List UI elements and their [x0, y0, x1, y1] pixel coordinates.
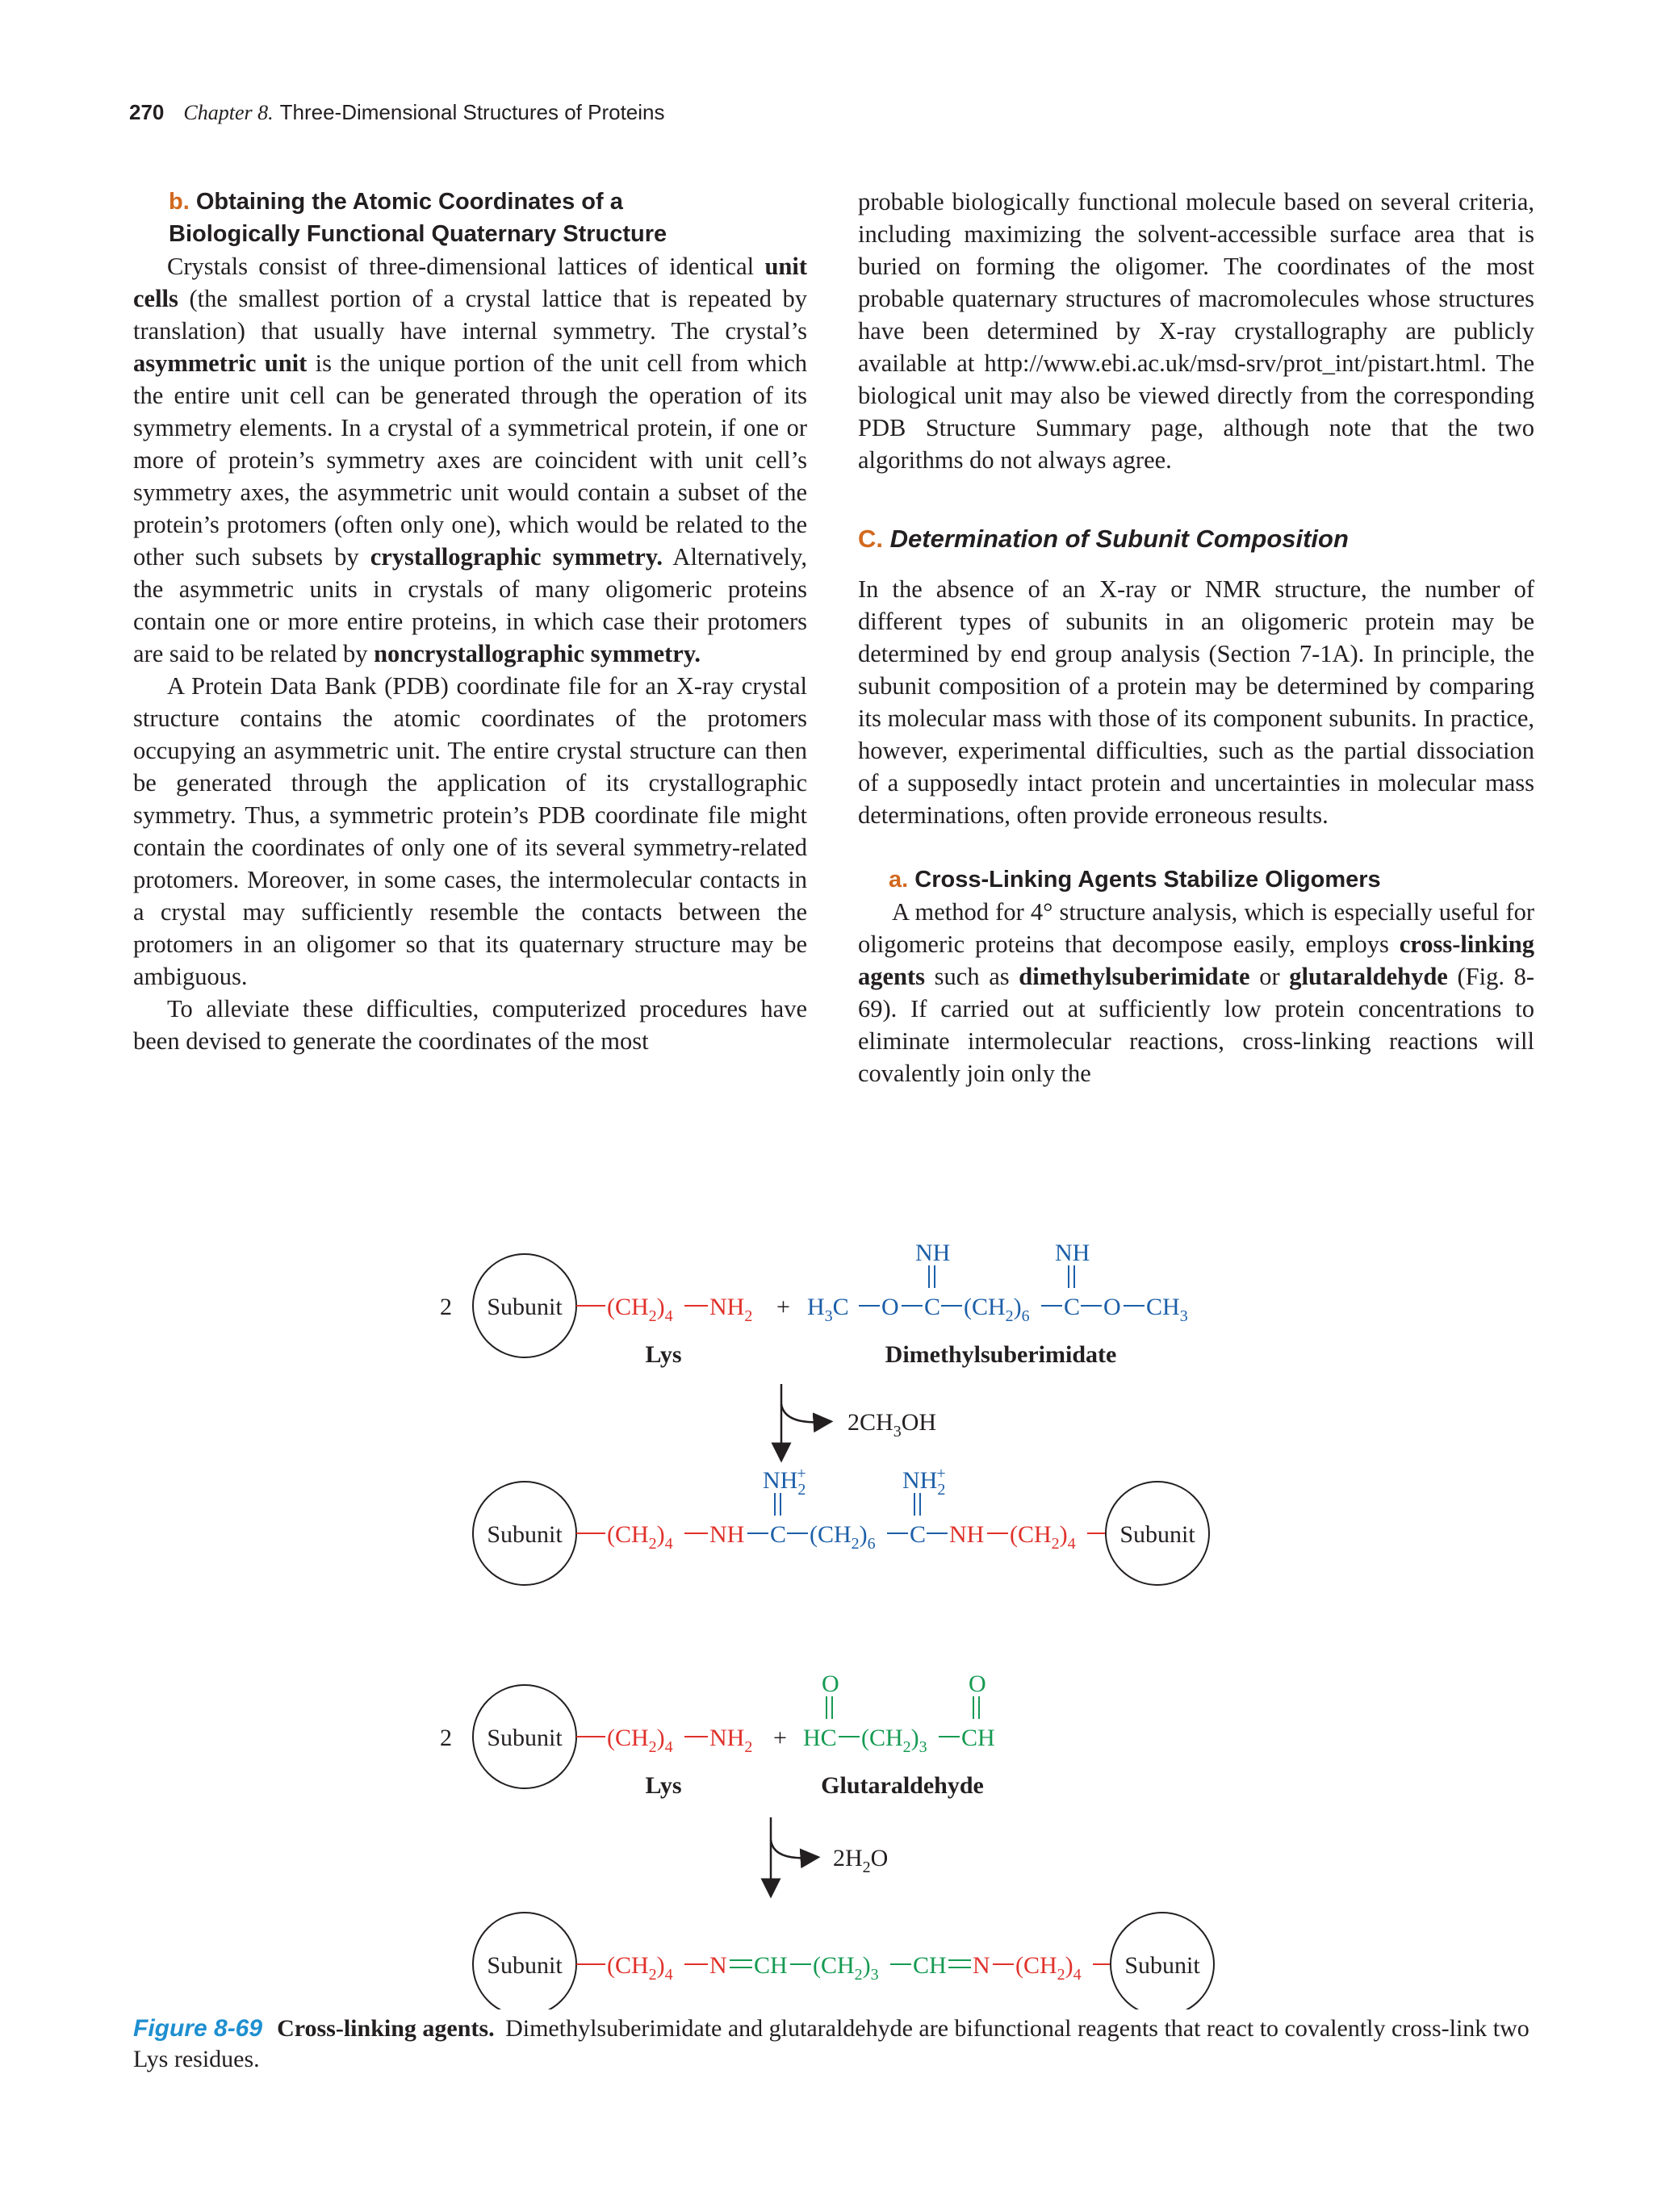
glutaraldehyde: [803, 1670, 995, 1756]
svg-text:C: C: [770, 1521, 787, 1548]
svg-text:CH: CH: [913, 1952, 947, 1979]
svg-text:C: C: [924, 1294, 941, 1320]
page-number: 270: [129, 100, 165, 124]
svg-text:NH: NH: [949, 1521, 985, 1548]
paragraph: probable biologically functional molecule based on several criteria, including maximizing the solvent-accessible surface area that is buried on forming the oligomer. The coordinates of the most probable quaternary structures of macromolecules whose structures have been determined by X-ray crystallography are publicly available at http://www.ebi.ac.uk/msd-srv/prot_int/pistart.html. The biological unit may also be viewed directly from the corresponding PDB Structure Summary page, although note that the two algorithms do not always agree.: [858, 188, 1534, 474]
svg-text:O: O: [822, 1670, 839, 1697]
lys-label: Lys: [645, 1341, 682, 1368]
svg-text:(CH2)4: $(CH_2)_4$: [607, 1725, 673, 1756]
subsection-heading-b: b. Obtaining the Atomic Coordinates of a Biologically Functional Quaternary Structure: [169, 189, 667, 247]
svg-text:N: N: [709, 1952, 727, 1979]
svg-text:C: C: [1064, 1294, 1081, 1320]
coefficient: 2: [440, 1294, 452, 1320]
svg-text:NH2: $NH_2$: [709, 1294, 753, 1325]
left-column: [133, 186, 807, 1057]
chapter-label: Chapter 8.: [183, 101, 274, 124]
svg-text:NH2: $NH_2$: [709, 1725, 753, 1756]
svg-text:(CH2)4: $(CH_2)_4$: [607, 1952, 673, 1984]
svg-text:H3C: $H_3C$: [807, 1294, 849, 1325]
right-column: [858, 186, 1534, 1089]
reaction-2-reactants: [440, 1670, 995, 1799]
svg-text:(CH2)6: $(CH_2)_6$: [964, 1294, 1030, 1325]
svg-text:N: N: [973, 1952, 990, 1979]
svg-text:CH3: $CH_3$: [1146, 1294, 1188, 1325]
paragraph: To alleviate these difficulties, computerized procedures have been devised to generate the coordinates of the most: [133, 995, 807, 1055]
reaction-1-product: [473, 1465, 1209, 1585]
reaction-2-product: [473, 1913, 1214, 2009]
reaction-1-reactants: [440, 1240, 1188, 1368]
svg-text:O: O: [1103, 1294, 1121, 1320]
svg-text:HC: HC: [803, 1725, 837, 1751]
running-head: [129, 100, 665, 125]
svg-text:NH: NH: [1055, 1240, 1090, 1266]
svg-text:O: O: [881, 1294, 899, 1320]
svg-text:O: O: [969, 1670, 986, 1697]
svg-text:Subunit: Subunit: [1124, 1952, 1200, 1979]
chapter-title: Three-Dimensional Structures of Proteins: [279, 100, 665, 124]
svg-text:NH: NH: [915, 1240, 951, 1266]
svg-text:Subunit: Subunit: [487, 1725, 563, 1751]
reaction-arrow-1: [781, 1384, 936, 1453]
paragraph: A method for 4° structure analysis, which is especially useful for oligomeric proteins that decompose easily, employs cross-linking agents such as dimethylsuberimidate or glutaraldehyde (Fig. 8-69). If carried out at sufficiently low protein concentrations to eliminate intermolecular reactions, cross-linking reactions will covalently join only the: [858, 898, 1534, 1087]
svg-text:NH2+: $NH_2+$: [763, 1465, 806, 1499]
svg-text:(CH2)4: $(CH_2)_4$: [607, 1521, 673, 1553]
svg-text:CH: CH: [754, 1952, 788, 1979]
svg-text:CH: CH: [961, 1725, 995, 1751]
svg-text:(CH2)3: $(CH_2)_3$: [861, 1725, 927, 1756]
paragraph: Crystals consist of three-dimensional lattices of identical unit cells (the smallest portion of a crystal lattice that is repeated by translation) that usually have internal symmetry. The crystal’s asymmetric unit is the unique portion of the unit cell from which the entire unit cell can be generated through the operation of its symmetry elements. In a crystal of a symmetrical protein, if one or more of protein’s symmetry axes are coincident with unit cell’s symmetry axes, the asymmetric unit would contain a subset of the protein’s protomers (often only one), which would be related to the other such subsets by crystallographic symmetry. Alternatively, the asymmetric units in crystals of many oligomeric proteins contain one or more entire proteins, in which case their protomers are said to be related by noncrystallographic symmetry.: [133, 253, 808, 667]
subunit-label: Subunit: [487, 1294, 563, 1320]
figure-label: Figure 8-69: [133, 2015, 263, 2042]
svg-text:C: C: [910, 1521, 927, 1548]
byproduct-methanol: $2CH_3OH$: [847, 1409, 937, 1441]
caption-text: Dimethylsuberimidate and glutaraldehyde are bifunctional reagents that react to covalently cross-link two Lys residues.: [133, 2015, 1530, 2072]
svg-text:NH: NH: [709, 1521, 745, 1548]
paragraph: A Protein Data Bank (PDB) coordinate file for an X-ray crystal structure contains the atomic coordinates of the protomers occupying an asymmetric unit. The entire crystal structure can then be generated through the application of its crystallographic symmetry. Thus, a symmetric protein’s PDB coordinate file might contain the coordinates of only one of its several symmetry-related protomers. Moreover, in some cases, the intermolecular contacts in a crystal may sufficiently resemble the contacts between the protomers in an oligomer so that its quaternary structure may be ambiguous.: [133, 672, 807, 990]
svg-text:(CH2)4: $(CH_2)_4$: [1015, 1952, 1082, 1984]
lys-side-chain: [576, 1294, 752, 1325]
svg-text:Subunit: Subunit: [1119, 1521, 1195, 1548]
paragraph: In the absence of an X-ray or NMR structure, the number of different types of subunits in an oligomeric protein may be determined by end group analysis (Section 7-1A). In principle, the subunit composition of a protein may be determined by comparing its molecular mass with those of its component subunits. In practice, however, experimental difficulties, such as the partial dissociation of a supposedly intact protein and uncertainties in molecular mass determinations, often provide erroneous results.: [858, 575, 1534, 829]
svg-text:NH2+: $NH_2+$: [902, 1465, 946, 1499]
figure-title: Cross-linking agents.: [277, 2015, 495, 2042]
cross-linking-figure: [0, 1211, 1653, 2009]
figure-caption: [133, 2013, 1538, 2075]
svg-text:Subunit: Subunit: [487, 1952, 563, 1979]
svg-text:+: +: [773, 1725, 787, 1751]
dimethylsuberimidate-label: Dimethylsuberimidate: [885, 1341, 1117, 1368]
section-heading-c: C. Determination of Subunit Composition: [858, 525, 1349, 553]
subsection-heading-a: a. Cross-Linking Agents Stabilize Oligomers: [889, 867, 1381, 893]
lys-label: Lys: [645, 1772, 682, 1799]
plus-sign: +: [776, 1294, 790, 1320]
svg-text:(CH2)4: $(CH_2)_4$: [1010, 1521, 1076, 1553]
svg-text:Subunit: Subunit: [487, 1521, 563, 1548]
svg-text:2: 2: [440, 1725, 452, 1751]
byproduct-water: $2H_2O$: [833, 1845, 889, 1876]
glutaraldehyde-label: Glutaraldehyde: [821, 1772, 984, 1799]
svg-text:(CH2)4: $(CH_2)_4$: [607, 1294, 673, 1325]
reaction-arrow-2: [771, 1817, 888, 1888]
dimethylsuberimidate: [807, 1240, 1188, 1325]
svg-text:(CH2)3: $(CH_2)_3$: [813, 1952, 879, 1984]
svg-text:(CH2)6: $(CH_2)_6$: [810, 1521, 876, 1553]
